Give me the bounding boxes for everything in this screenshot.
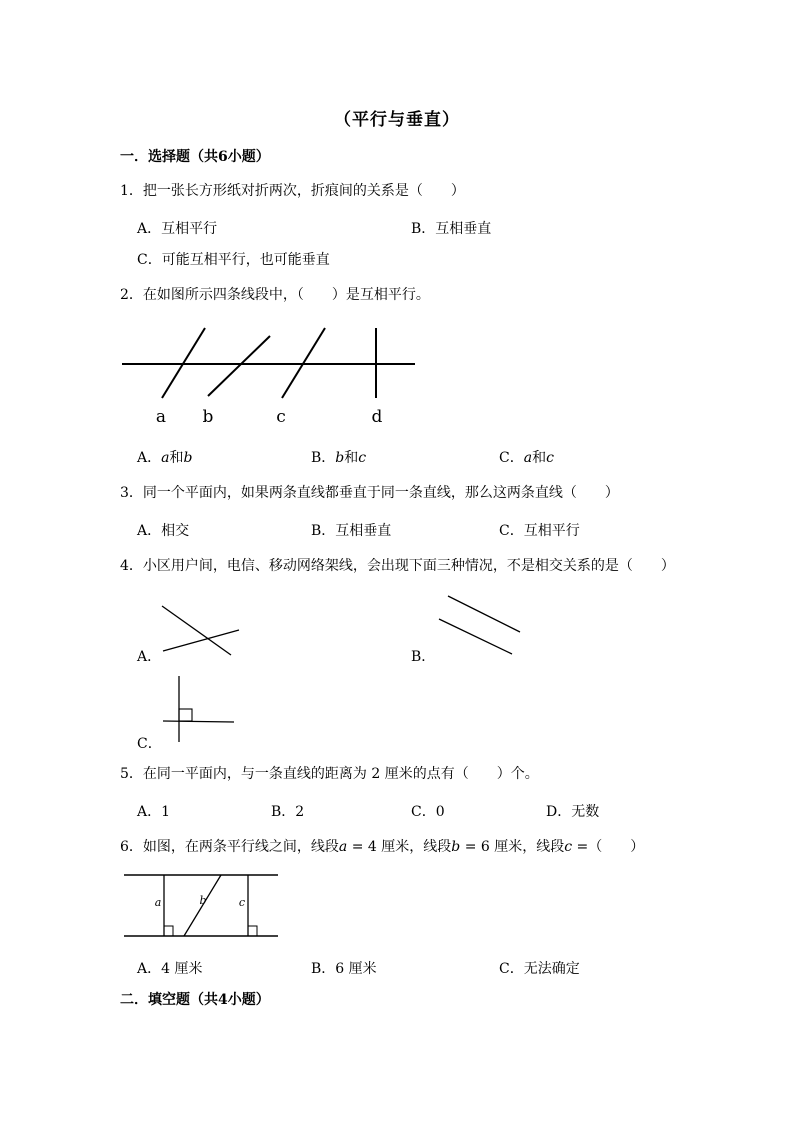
q2-figure-line-segments	[118, 322, 418, 430]
q2-option-b[interactable]: B．b和c	[311, 450, 367, 466]
q4-option-a-label[interactable]: A．	[137, 649, 162, 665]
question-3-text: 3．同一个平面内，如果两条直线都垂直于同一条直线，那么这两条直线（ ）	[120, 485, 619, 501]
q6-option-b[interactable]: B．6 厘米	[311, 961, 377, 977]
right-angle-mark	[248, 926, 257, 936]
q4-figure-a-intersecting-lines[interactable]	[160, 604, 242, 658]
q1-option-a[interactable]: A．互相平行	[137, 221, 218, 237]
q1-option-c[interactable]: C．可能互相平行，也可能垂直	[137, 252, 330, 268]
q5-option-b[interactable]: B．2	[271, 804, 305, 820]
section-heading-choice: 一．选择题（共6小题）	[120, 149, 270, 165]
q4-option-c-label[interactable]: C．	[137, 736, 162, 752]
q3-option-b[interactable]: B．互相垂直	[311, 523, 392, 539]
q5-option-d[interactable]: D．无数	[546, 804, 600, 820]
q6-option-c[interactable]: C．无法确定	[499, 961, 580, 977]
q3-option-c[interactable]: C．互相平行	[499, 523, 580, 539]
q6-figure-parallel-lines	[122, 870, 282, 942]
q2-label-b: b	[202, 407, 214, 427]
section-heading-fill-in: 二．填空题（共4小题）	[120, 992, 270, 1008]
q2-label-a: a	[155, 407, 167, 427]
q5-option-c[interactable]: C．0	[411, 804, 445, 820]
q2-label-d: d	[371, 407, 383, 427]
q4-option-b-label[interactable]: B．	[411, 649, 436, 665]
q3-option-a[interactable]: A．相交	[137, 523, 190, 539]
q4-figure-b-parallel-lines[interactable]	[436, 592, 524, 658]
q6-label-c: c	[238, 896, 246, 909]
q6-label-a: a	[154, 896, 162, 909]
q2-option-a[interactable]: A．a和b	[137, 450, 193, 466]
right-angle-mark	[179, 709, 192, 721]
q6-label-b: b	[199, 894, 207, 907]
q6-option-a[interactable]: A．4 厘米	[137, 961, 203, 977]
q2-label-c: c	[276, 407, 286, 427]
question-1-text: 1．把一张长方形纸对折两次，折痕间的关系是（ ）	[120, 183, 465, 199]
right-angle-mark	[164, 926, 173, 936]
page-title: （平行与垂直）	[334, 110, 460, 130]
q2-option-c[interactable]: C．a和c	[499, 450, 554, 466]
q4-figure-c-perpendicular-lines[interactable]	[160, 674, 238, 744]
question-6-text: 6．如图，在两条平行线之间，线段a = 4 厘米，线段b = 6 厘米，线段c =（ ）	[120, 839, 645, 855]
q5-option-a[interactable]: A．1	[137, 804, 171, 820]
q2-segment-b	[208, 336, 270, 396]
question-4-text: 4．小区用户间，电信、移动网络架线，会出现下面三种情况，不是相交关系的是（ ）	[120, 558, 675, 574]
q1-option-b[interactable]: B．互相垂直	[411, 221, 492, 237]
question-5-text: 5．在同一平面内，与一条直线的距离为 2 厘米的点有（ ）个。	[120, 766, 539, 782]
question-2-text: 2．在如图所示四条线段中，（ ）是互相平行。	[120, 287, 430, 303]
